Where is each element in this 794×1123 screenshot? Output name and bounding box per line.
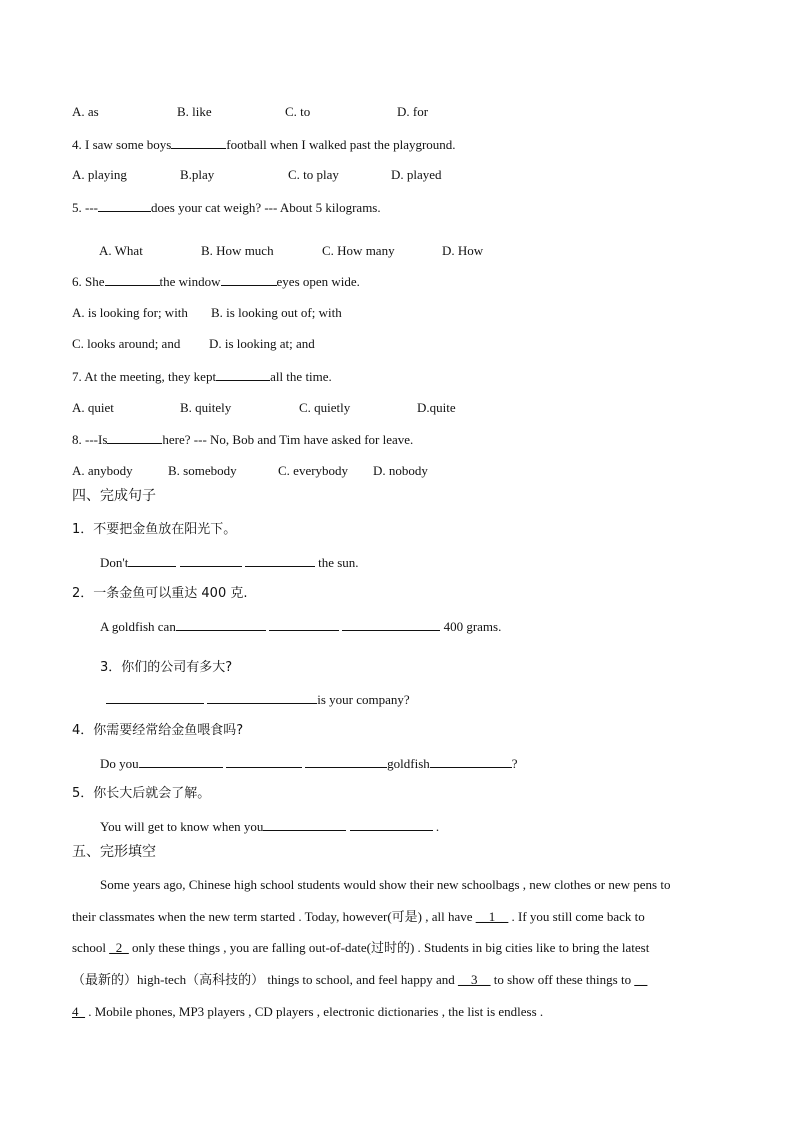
question-5 bbox=[72, 199, 381, 216]
cloze-blank-2: _2_ bbox=[109, 940, 129, 955]
question-5-stem-start: 5. --- bbox=[72, 200, 98, 215]
answer-blank bbox=[128, 554, 176, 567]
answer-blank bbox=[176, 618, 266, 631]
q8-option-d: D. nobody bbox=[373, 463, 428, 478]
sentence-3-english bbox=[106, 691, 410, 708]
question-4-stem-end: football when I walked past the playground. bbox=[226, 137, 456, 152]
section-4-heading: 四、完成句子 bbox=[72, 488, 156, 504]
q7-option-c: C. quietly bbox=[299, 400, 351, 415]
answer-blank bbox=[269, 618, 339, 631]
sentence-3-chinese: 3．你们的公司有多大? bbox=[100, 660, 233, 675]
answer-blank bbox=[245, 554, 315, 567]
sentence-1-english bbox=[100, 554, 359, 571]
sentence-4-chinese: 4．你需要经常给金鱼喂食吗? bbox=[72, 723, 244, 738]
answer-blank bbox=[263, 818, 346, 831]
cloze-text: . If you still come back to bbox=[508, 909, 645, 924]
question-8 bbox=[72, 431, 413, 448]
q4-option-d: D. played bbox=[391, 167, 442, 182]
cloze-blank-4-end: 4_ bbox=[72, 1004, 85, 1019]
q6-option-a: A. is looking for; with bbox=[72, 305, 188, 320]
cloze-blank-4-start: __ bbox=[634, 972, 648, 987]
q4-option-c: C. to play bbox=[288, 167, 339, 182]
answer-blank bbox=[207, 691, 317, 704]
answer-blank bbox=[107, 431, 162, 444]
answer-blank bbox=[171, 136, 226, 149]
q5-option-b: B. How much bbox=[201, 243, 274, 258]
q6-option-b: B. is looking out of; with bbox=[211, 305, 342, 320]
q7-option-a: A. quiet bbox=[72, 400, 114, 415]
q7-option-d: D.quite bbox=[417, 400, 456, 415]
q5-option-a: A. What bbox=[99, 243, 143, 258]
sentence-1-start: Don't bbox=[100, 555, 129, 570]
sentence-4-english bbox=[100, 755, 518, 772]
sentence-4-end: ? bbox=[511, 756, 518, 771]
question-4-stem-start: 4. I saw some boys bbox=[72, 137, 172, 152]
sentence-3-end: is your company? bbox=[317, 692, 410, 707]
question-8-stem-start: 8. ---Is bbox=[72, 432, 108, 447]
cloze-text: . Mobile phones, MP3 players , CD players , electronic dictionaries , the list is endless . bbox=[85, 1004, 544, 1019]
cloze-line-5 bbox=[72, 1004, 543, 1020]
answer-blank bbox=[139, 755, 223, 768]
cloze-line-4 bbox=[72, 972, 647, 988]
answer-blank bbox=[226, 755, 302, 768]
question-7-stem-start: 7. At the meeting, they kept bbox=[72, 369, 217, 384]
cloze-blank-1: __1__ bbox=[475, 909, 509, 924]
q8-option-c: C. everybody bbox=[278, 463, 349, 478]
answer-blank bbox=[106, 691, 204, 704]
cloze-line-2 bbox=[72, 909, 645, 925]
q8-option-a: A. anybody bbox=[72, 463, 133, 478]
answer-blank bbox=[216, 368, 270, 381]
q7-option-b: B. quitely bbox=[180, 400, 232, 415]
question-8-stem-end: here? --- No, Bob and Tim have asked for leave. bbox=[162, 432, 414, 447]
sentence-4-start: Do you bbox=[100, 756, 139, 771]
q3-option-b: B. like bbox=[177, 104, 212, 119]
q5-option-d: D. How bbox=[442, 243, 484, 258]
cloze-text: only these things , you are falling out-of-date(过时的) . Students in big cities like to bring the latest bbox=[128, 940, 650, 955]
cloze-text: to show off these things to bbox=[490, 972, 635, 987]
question-7-stem-end: all the time. bbox=[270, 369, 332, 384]
cloze-line-1 bbox=[100, 877, 670, 893]
sentence-5-english bbox=[100, 818, 439, 835]
answer-blank bbox=[342, 618, 440, 631]
question-5-stem-end: does your cat weigh? --- About 5 kilograms. bbox=[151, 200, 381, 215]
question-6-stem-middle: the window bbox=[159, 274, 221, 289]
sentence-5-end: . bbox=[435, 819, 440, 834]
q6-option-d: D. is looking at; and bbox=[209, 336, 315, 351]
q5-option-c: C. How many bbox=[322, 243, 395, 258]
q3-option-d: D. for bbox=[397, 104, 429, 119]
answer-blank bbox=[105, 273, 160, 286]
sentence-5-chinese: 5．你长大后就会了解。 bbox=[72, 786, 211, 801]
question-6-stem-start: 6. She bbox=[72, 274, 105, 289]
q8-option-b: B. somebody bbox=[168, 463, 237, 478]
q4-option-a: A. playing bbox=[72, 167, 127, 182]
cloze-blank-3: __3__ bbox=[457, 972, 491, 987]
question-7 bbox=[72, 368, 332, 385]
q3-option-a: A. as bbox=[72, 104, 99, 119]
answer-blank bbox=[98, 199, 151, 212]
question-6-stem-end: eyes open wide. bbox=[276, 274, 360, 289]
question-6 bbox=[72, 273, 360, 290]
sentence-5-start: You will get to know when you bbox=[100, 819, 264, 834]
answer-blank bbox=[430, 755, 512, 768]
cloze-text: （最新的）high-tech（高科技的） things to school, and feel happy and bbox=[72, 972, 458, 987]
q6-option-c: C. looks around; and bbox=[72, 336, 181, 351]
cloze-line-3 bbox=[72, 940, 649, 956]
cloze-text: Some years ago, Chinese high school students would show their new schoolbags , new clothes or new pens to bbox=[100, 877, 671, 892]
q4-option-b: B.play bbox=[180, 167, 215, 182]
section-5-heading: 五、完形填空 bbox=[72, 844, 156, 860]
sentence-2-chinese: 2．一条金鱼可以重达 400 克. bbox=[72, 586, 248, 601]
sentence-2-start: A goldfish can bbox=[100, 619, 176, 634]
answer-blank bbox=[180, 554, 242, 567]
sentence-2-english bbox=[100, 618, 501, 635]
sentence-2-end: 400 grams. bbox=[443, 619, 502, 634]
sentence-1-chinese: 1．不要把金鱼放在阳光下。 bbox=[72, 522, 237, 537]
answer-blank bbox=[350, 818, 433, 831]
question-4 bbox=[72, 136, 456, 153]
answer-blank bbox=[305, 755, 387, 768]
cloze-text: school bbox=[72, 940, 110, 955]
sentence-1-end: the sun. bbox=[318, 555, 359, 570]
sentence-4-middle: goldfish bbox=[387, 756, 430, 771]
q3-option-c: C. to bbox=[285, 104, 311, 119]
answer-blank bbox=[221, 273, 277, 286]
cloze-text: their classmates when the new term started . Today, however(可是) , all have bbox=[72, 909, 476, 924]
